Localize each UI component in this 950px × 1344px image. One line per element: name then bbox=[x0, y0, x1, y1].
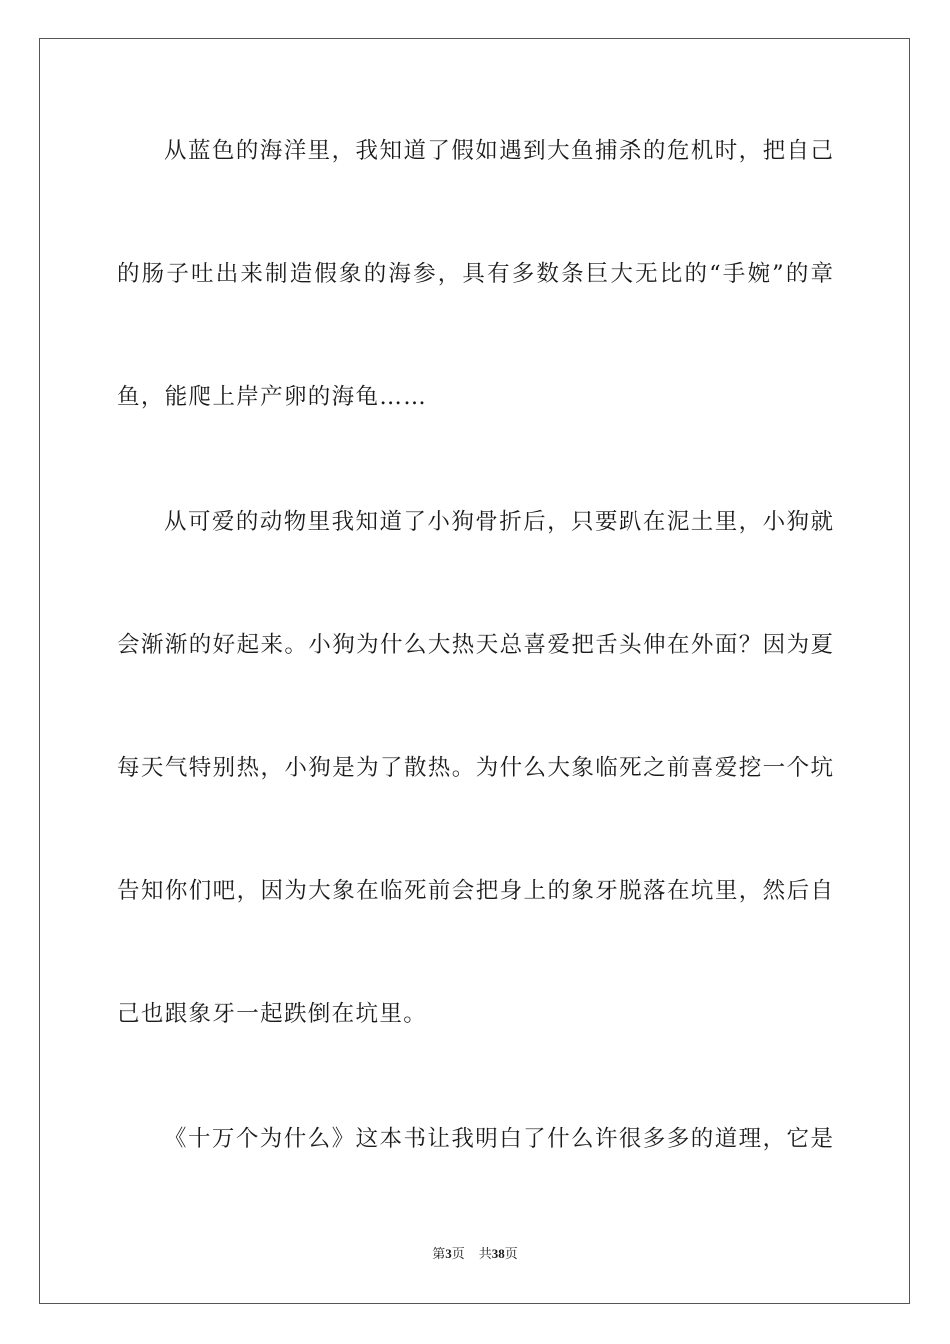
paragraph-2-line-3: 每天气特别热，小狗是为了散热。为什么大象临死之前喜爱挖一个坑 bbox=[117, 755, 833, 781]
paragraph-2-line-1: 从可爱的动物里我知道了小狗骨折后，只要趴在泥土里，小狗就 bbox=[164, 509, 833, 535]
current-page-number: 3 bbox=[445, 1246, 452, 1261]
paragraph-1-line-1: 从蓝色的海洋里，我知道了假如遇到大鱼捕杀的危机时，把自己 bbox=[164, 138, 833, 164]
paragraph-3-line-1: 《十万个为什么》这本书让我明白了什么许很多多的道理，它是 bbox=[164, 1126, 833, 1152]
paragraph-2-line-2: 会渐渐的好起来。小狗为什么大热天总喜爱把舌头伸在外面？因为夏 bbox=[117, 632, 833, 658]
total-pages-number: 38 bbox=[491, 1246, 505, 1261]
paragraph-2-line-5: 己也跟象牙一起跌倒在坑里。 bbox=[117, 1001, 428, 1027]
page-prefix: 第 bbox=[432, 1247, 446, 1262]
paragraph-1-line-3: 鱼，能爬上岸产卵的海龟…… bbox=[117, 384, 428, 410]
paragraph-1-line-2: 的肠子吐出来制造假象的海参，具有多数条巨大无比的“手婉”的章 bbox=[117, 261, 833, 287]
page-footer bbox=[0, 1244, 950, 1265]
page-border bbox=[39, 38, 910, 1304]
page-suffix: 页 bbox=[451, 1247, 465, 1262]
total-prefix: 共 bbox=[478, 1247, 492, 1262]
total-suffix: 页 bbox=[504, 1247, 518, 1262]
paragraph-2-line-4: 告知你们吧，因为大象在临死前会把身上的象牙脱落在坑里，然后自 bbox=[117, 878, 833, 904]
